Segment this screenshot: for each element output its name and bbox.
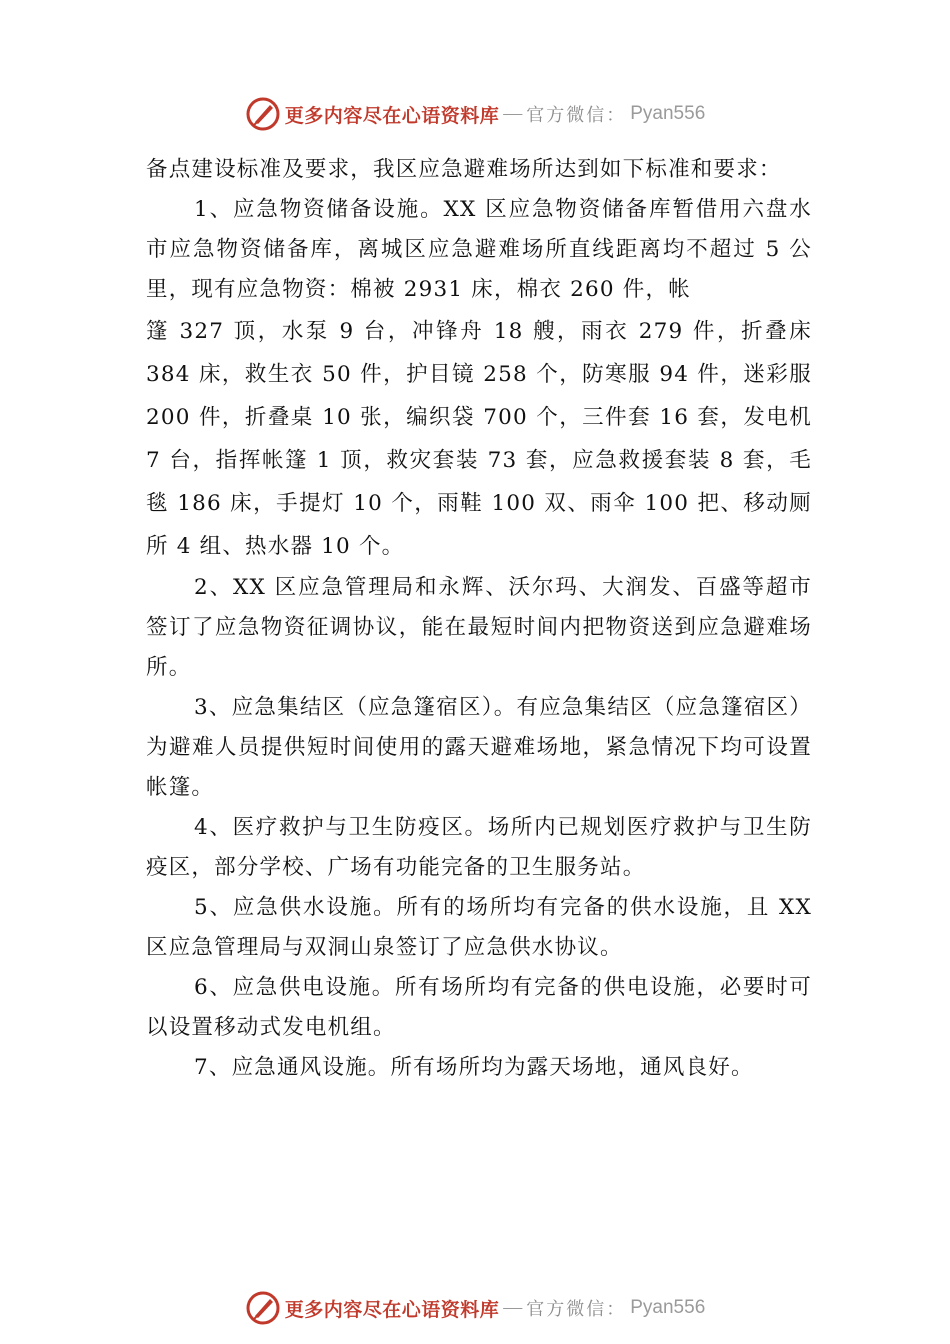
footer-site-name: 更多内容尽在心语资料库 xyxy=(284,1298,500,1321)
paragraph-intro: 备点建设标准及要求，我区应急避难场所达到如下标准和要求： xyxy=(146,157,782,182)
paragraph-item-6: 6、应急供电设施。所有场所均有完备的供电设施，必要时可以设置移动式发电机组。 xyxy=(146,975,812,1040)
paragraph-item-1a: 1、应急物资储备设施。XX 区应急物资储备库暂借用六盘水市应急物资储备库，离城区应急避难场所直线距离均不超过 5 公里，现有应急物资：棉被 2931 床，棉衣 260 件，帐 xyxy=(146,197,812,302)
header-site-name: 更多内容尽在心语资料库 xyxy=(284,104,500,127)
paragraph-item-1b: 篷 327 顶，水泵 9 台，冲锋舟 18 艘，雨衣 279 件，折叠床 384 床，救生衣 50 件，护目镜 258 个，防寒服 94 件，迷彩服 200 件，折叠桌 10 张，编织袋 700 个，三件套 16 套，发电机 7 台，指挥帐篷 1 顶，救灾套装 73 套，应急救援套装 8 套，毛毯 186 床，手提灯 10 个，雨鞋 100 双、雨伞 100 把、移动厕所 4 组、热水器 10 个。 xyxy=(146,319,812,559)
paragraph-item-4: 4、医疗救护与卫生防疫区。场所内已规划医疗救护与卫生防疫区，部分学校、广场有功能完备的卫生服务站。 xyxy=(146,815,812,880)
paragraph-item-5: 5、应急供水设施。所有的场所均有完备的供水设施，且 XX 区应急管理局与双洞山泉签订了应急供水协议。 xyxy=(146,895,812,960)
quill-logo-icon xyxy=(245,1290,281,1326)
footer-wechat-label: 官方微信： xyxy=(526,1299,627,1320)
header-wechat-label: 官方微信： xyxy=(526,105,627,126)
quill-logo-icon xyxy=(245,96,281,132)
footer-wechat-id: Pyan556 xyxy=(630,1297,706,1318)
header-banner xyxy=(0,96,950,136)
footer-banner xyxy=(0,1290,950,1330)
paragraph-item-3: 3、应急集结区（应急篷宿区）。有应急集结区（应急篷宿区）为避难人员提供短时间使用的露天避难场地，紧急情况下均可设置帐篷。 xyxy=(146,695,812,800)
paragraph-item-2: 2、XX 区应急管理局和永辉、沃尔玛、大润发、百盛等超市签订了应急物资征调协议，能在最短时间内把物资送到应急避难场所。 xyxy=(146,575,812,680)
paragraph-item-7: 7、应急通风设施。所有场所均为露天场地，通风良好。 xyxy=(194,1055,754,1080)
header-wechat-id: Pyan556 xyxy=(630,103,706,124)
document-body xyxy=(146,150,812,1088)
header-dash: — xyxy=(503,103,523,124)
footer-dash: — xyxy=(503,1297,523,1318)
